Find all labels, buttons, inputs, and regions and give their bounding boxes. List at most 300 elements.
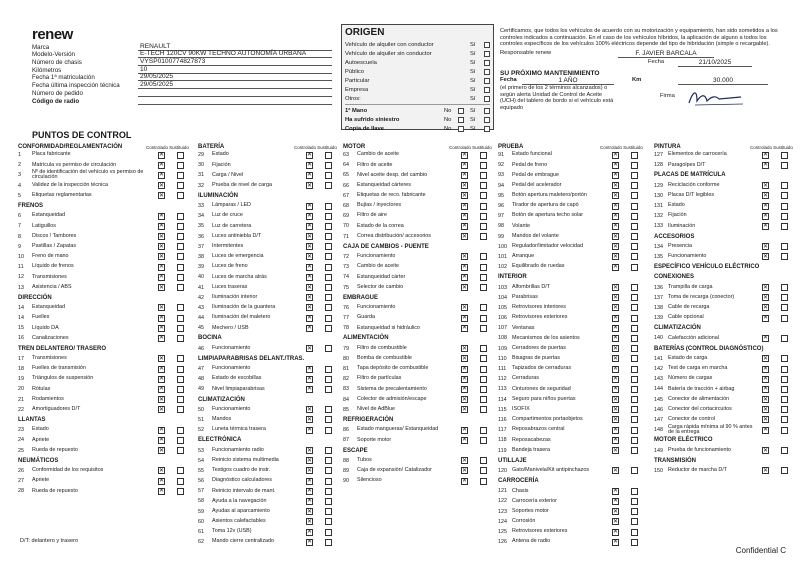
replaced-checkbox[interactable] — [480, 376, 487, 383]
origin-checkbox[interactable] — [484, 69, 490, 75]
controlled-checkbox[interactable] — [762, 152, 769, 159]
controlled-checkbox[interactable] — [306, 264, 313, 271]
controlled-checkbox[interactable] — [461, 478, 468, 485]
replaced-checkbox[interactable] — [480, 192, 487, 199]
controlled-checkbox[interactable] — [612, 508, 619, 515]
replaced-checkbox[interactable] — [781, 203, 788, 210]
replaced-checkbox[interactable] — [177, 488, 184, 495]
replaced-checkbox[interactable] — [325, 427, 332, 434]
replaced-checkbox[interactable] — [325, 416, 332, 423]
replaced-checkbox[interactable] — [325, 253, 332, 260]
replaced-checkbox[interactable] — [325, 478, 332, 485]
controlled-checkbox[interactable] — [306, 253, 313, 260]
controlled-checkbox[interactable] — [306, 345, 313, 352]
replaced-checkbox[interactable] — [631, 366, 638, 373]
controlled-checkbox[interactable] — [158, 192, 165, 199]
replaced-checkbox[interactable] — [177, 192, 184, 199]
origin-checkbox-yes[interactable] — [484, 108, 490, 114]
controlled-checkbox[interactable] — [612, 243, 619, 250]
replaced-checkbox[interactable] — [631, 467, 638, 474]
controlled-checkbox[interactable] — [306, 416, 313, 423]
controlled-checkbox[interactable] — [306, 325, 313, 332]
controlled-checkbox[interactable] — [306, 243, 313, 250]
controlled-checkbox[interactable] — [612, 223, 619, 230]
replaced-checkbox[interactable] — [631, 325, 638, 332]
controlled-checkbox[interactable] — [612, 539, 619, 546]
replaced-checkbox[interactable] — [480, 467, 487, 474]
controlled-checkbox[interactable] — [306, 376, 313, 383]
controlled-checkbox[interactable] — [158, 274, 165, 281]
replaced-checkbox[interactable] — [631, 243, 638, 250]
replaced-checkbox[interactable] — [480, 315, 487, 322]
replaced-checkbox[interactable] — [480, 478, 487, 485]
controlled-checkbox[interactable] — [306, 152, 313, 159]
replaced-checkbox[interactable] — [177, 264, 184, 271]
controlled-checkbox[interactable] — [461, 182, 468, 189]
replaced-checkbox[interactable] — [325, 264, 332, 271]
controlled-checkbox[interactable] — [461, 437, 468, 444]
controlled-checkbox[interactable] — [612, 203, 619, 210]
controlled-checkbox[interactable] — [306, 366, 313, 373]
controlled-checkbox[interactable] — [461, 172, 468, 179]
controlled-checkbox[interactable] — [158, 152, 165, 159]
replaced-checkbox[interactable] — [325, 162, 332, 169]
replaced-checkbox[interactable] — [325, 243, 332, 250]
controlled-checkbox[interactable] — [461, 223, 468, 230]
replaced-checkbox[interactable] — [781, 447, 788, 454]
controlled-checkbox[interactable] — [461, 274, 468, 281]
controlled-checkbox[interactable] — [306, 172, 313, 179]
replaced-checkbox[interactable] — [480, 233, 487, 240]
replaced-checkbox[interactable] — [325, 304, 332, 311]
controlled-checkbox[interactable] — [612, 386, 619, 393]
controlled-checkbox[interactable] — [306, 203, 313, 210]
replaced-checkbox[interactable] — [781, 416, 788, 423]
controlled-checkbox[interactable] — [612, 335, 619, 342]
replaced-checkbox[interactable] — [631, 376, 638, 383]
replaced-checkbox[interactable] — [325, 529, 332, 536]
replaced-checkbox[interactable] — [325, 274, 332, 281]
controlled-checkbox[interactable] — [461, 213, 468, 220]
replaced-checkbox[interactable] — [177, 152, 184, 159]
controlled-checkbox[interactable] — [306, 508, 313, 515]
replaced-checkbox[interactable] — [631, 508, 638, 515]
origin-checkbox[interactable] — [484, 51, 490, 57]
origin-checkbox[interactable] — [484, 96, 490, 102]
controlled-checkbox[interactable] — [461, 192, 468, 199]
replaced-checkbox[interactable] — [631, 253, 638, 260]
replaced-checkbox[interactable] — [480, 182, 487, 189]
controlled-checkbox[interactable] — [461, 427, 468, 434]
replaced-checkbox[interactable] — [325, 325, 332, 332]
controlled-checkbox[interactable] — [158, 386, 165, 393]
replaced-checkbox[interactable] — [325, 182, 332, 189]
controlled-checkbox[interactable] — [762, 162, 769, 169]
controlled-checkbox[interactable] — [461, 355, 468, 362]
replaced-checkbox[interactable] — [631, 284, 638, 291]
replaced-checkbox[interactable] — [631, 396, 638, 403]
controlled-checkbox[interactable] — [306, 498, 313, 505]
controlled-checkbox[interactable] — [612, 345, 619, 352]
controlled-checkbox[interactable] — [306, 457, 313, 464]
controlled-checkbox[interactable] — [306, 539, 313, 546]
controlled-checkbox[interactable] — [762, 376, 769, 383]
replaced-checkbox[interactable] — [325, 213, 332, 220]
controlled-checkbox[interactable] — [461, 325, 468, 332]
controlled-checkbox[interactable] — [762, 253, 769, 260]
replaced-checkbox[interactable] — [177, 427, 184, 434]
replaced-checkbox[interactable] — [781, 284, 788, 291]
replaced-checkbox[interactable] — [631, 437, 638, 444]
replaced-checkbox[interactable] — [325, 376, 332, 383]
replaced-checkbox[interactable] — [781, 253, 788, 260]
replaced-checkbox[interactable] — [631, 488, 638, 495]
origin-checkbox-yes[interactable] — [484, 126, 490, 132]
replaced-checkbox[interactable] — [325, 152, 332, 159]
replaced-checkbox[interactable] — [177, 437, 184, 444]
replaced-checkbox[interactable] — [480, 162, 487, 169]
controlled-checkbox[interactable] — [612, 264, 619, 271]
controlled-checkbox[interactable] — [762, 213, 769, 220]
controlled-checkbox[interactable] — [158, 366, 165, 373]
replaced-checkbox[interactable] — [631, 233, 638, 240]
controlled-checkbox[interactable] — [762, 355, 769, 362]
replaced-checkbox[interactable] — [781, 427, 788, 434]
origin-checkbox[interactable] — [484, 42, 490, 48]
replaced-checkbox[interactable] — [781, 304, 788, 311]
replaced-checkbox[interactable] — [177, 213, 184, 220]
replaced-checkbox[interactable] — [325, 345, 332, 352]
controlled-checkbox[interactable] — [306, 182, 313, 189]
replaced-checkbox[interactable] — [480, 203, 487, 210]
controlled-checkbox[interactable] — [762, 335, 769, 342]
controlled-checkbox[interactable] — [612, 366, 619, 373]
controlled-checkbox[interactable] — [158, 478, 165, 485]
replaced-checkbox[interactable] — [631, 406, 638, 413]
replaced-checkbox[interactable] — [631, 345, 638, 352]
replaced-checkbox[interactable] — [631, 539, 638, 546]
controlled-checkbox[interactable] — [306, 406, 313, 413]
replaced-checkbox[interactable] — [177, 182, 184, 189]
controlled-checkbox[interactable] — [158, 406, 165, 413]
replaced-checkbox[interactable] — [631, 223, 638, 230]
controlled-checkbox[interactable] — [306, 478, 313, 485]
controlled-checkbox[interactable] — [612, 253, 619, 260]
controlled-checkbox[interactable] — [158, 264, 165, 271]
controlled-checkbox[interactable] — [158, 355, 165, 362]
controlled-checkbox[interactable] — [306, 447, 313, 454]
replaced-checkbox[interactable] — [631, 315, 638, 322]
controlled-checkbox[interactable] — [612, 447, 619, 454]
replaced-checkbox[interactable] — [177, 366, 184, 373]
controlled-checkbox[interactable] — [612, 172, 619, 179]
replaced-checkbox[interactable] — [631, 304, 638, 311]
controlled-checkbox[interactable] — [612, 315, 619, 322]
replaced-checkbox[interactable] — [480, 213, 487, 220]
replaced-checkbox[interactable] — [177, 274, 184, 281]
controlled-checkbox[interactable] — [306, 529, 313, 536]
replaced-checkbox[interactable] — [177, 304, 184, 311]
replaced-checkbox[interactable] — [781, 213, 788, 220]
controlled-checkbox[interactable] — [461, 264, 468, 271]
controlled-checkbox[interactable] — [612, 152, 619, 159]
controlled-checkbox[interactable] — [612, 498, 619, 505]
controlled-checkbox[interactable] — [461, 162, 468, 169]
replaced-checkbox[interactable] — [631, 416, 638, 423]
replaced-checkbox[interactable] — [781, 406, 788, 413]
replaced-checkbox[interactable] — [480, 396, 487, 403]
controlled-checkbox[interactable] — [158, 447, 165, 454]
controlled-checkbox[interactable] — [306, 162, 313, 169]
replaced-checkbox[interactable] — [480, 284, 487, 291]
replaced-checkbox[interactable] — [480, 427, 487, 434]
replaced-checkbox[interactable] — [781, 355, 788, 362]
controlled-checkbox[interactable] — [612, 416, 619, 423]
controlled-checkbox[interactable] — [158, 304, 165, 311]
controlled-checkbox[interactable] — [461, 457, 468, 464]
replaced-checkbox[interactable] — [781, 162, 788, 169]
replaced-checkbox[interactable] — [177, 386, 184, 393]
controlled-checkbox[interactable] — [612, 162, 619, 169]
controlled-checkbox[interactable] — [306, 284, 313, 291]
controlled-checkbox[interactable] — [306, 315, 313, 322]
replaced-checkbox[interactable] — [631, 447, 638, 454]
replaced-checkbox[interactable] — [631, 172, 638, 179]
replaced-checkbox[interactable] — [631, 498, 638, 505]
replaced-checkbox[interactable] — [781, 192, 788, 199]
replaced-checkbox[interactable] — [781, 182, 788, 189]
controlled-checkbox[interactable] — [612, 518, 619, 525]
controlled-checkbox[interactable] — [762, 284, 769, 291]
controlled-checkbox[interactable] — [461, 152, 468, 159]
replaced-checkbox[interactable] — [177, 284, 184, 291]
origin-checkbox-no[interactable] — [458, 108, 464, 114]
controlled-checkbox[interactable] — [612, 284, 619, 291]
controlled-checkbox[interactable] — [306, 488, 313, 495]
controlled-checkbox[interactable] — [158, 284, 165, 291]
controlled-checkbox[interactable] — [762, 294, 769, 301]
controlled-checkbox[interactable] — [762, 447, 769, 454]
controlled-checkbox[interactable] — [158, 172, 165, 179]
origin-checkbox[interactable] — [484, 60, 490, 66]
controlled-checkbox[interactable] — [461, 386, 468, 393]
replaced-checkbox[interactable] — [480, 457, 487, 464]
replaced-checkbox[interactable] — [631, 192, 638, 199]
controlled-checkbox[interactable] — [461, 376, 468, 383]
controlled-checkbox[interactable] — [762, 406, 769, 413]
replaced-checkbox[interactable] — [325, 518, 332, 525]
controlled-checkbox[interactable] — [461, 253, 468, 260]
controlled-checkbox[interactable] — [612, 182, 619, 189]
controlled-checkbox[interactable] — [762, 182, 769, 189]
controlled-checkbox[interactable] — [158, 325, 165, 332]
controlled-checkbox[interactable] — [461, 396, 468, 403]
replaced-checkbox[interactable] — [480, 325, 487, 332]
replaced-checkbox[interactable] — [177, 223, 184, 230]
origin-checkbox-yes[interactable] — [484, 117, 490, 123]
controlled-checkbox[interactable] — [612, 427, 619, 434]
controlled-checkbox[interactable] — [762, 396, 769, 403]
replaced-checkbox[interactable] — [631, 182, 638, 189]
replaced-checkbox[interactable] — [781, 386, 788, 393]
origin-checkbox-no[interactable] — [458, 117, 464, 123]
controlled-checkbox[interactable] — [612, 488, 619, 495]
controlled-checkbox[interactable] — [158, 315, 165, 322]
controlled-checkbox[interactable] — [612, 406, 619, 413]
replaced-checkbox[interactable] — [480, 304, 487, 311]
replaced-checkbox[interactable] — [177, 396, 184, 403]
replaced-checkbox[interactable] — [325, 366, 332, 373]
controlled-checkbox[interactable] — [461, 467, 468, 474]
replaced-checkbox[interactable] — [781, 223, 788, 230]
replaced-checkbox[interactable] — [631, 264, 638, 271]
replaced-checkbox[interactable] — [177, 355, 184, 362]
replaced-checkbox[interactable] — [325, 508, 332, 515]
replaced-checkbox[interactable] — [325, 406, 332, 413]
controlled-checkbox[interactable] — [461, 304, 468, 311]
replaced-checkbox[interactable] — [631, 355, 638, 362]
controlled-checkbox[interactable] — [612, 376, 619, 383]
controlled-checkbox[interactable] — [461, 345, 468, 352]
replaced-checkbox[interactable] — [631, 152, 638, 159]
controlled-checkbox[interactable] — [306, 274, 313, 281]
replaced-checkbox[interactable] — [325, 488, 332, 495]
controlled-checkbox[interactable] — [158, 162, 165, 169]
controlled-checkbox[interactable] — [158, 182, 165, 189]
replaced-checkbox[interactable] — [480, 152, 487, 159]
controlled-checkbox[interactable] — [612, 325, 619, 332]
controlled-checkbox[interactable] — [762, 386, 769, 393]
replaced-checkbox[interactable] — [781, 396, 788, 403]
controlled-checkbox[interactable] — [612, 437, 619, 444]
controlled-checkbox[interactable] — [762, 223, 769, 230]
replaced-checkbox[interactable] — [325, 498, 332, 505]
controlled-checkbox[interactable] — [158, 335, 165, 342]
replaced-checkbox[interactable] — [631, 518, 638, 525]
origin-checkbox[interactable] — [484, 78, 490, 84]
controlled-checkbox[interactable] — [306, 233, 313, 240]
controlled-checkbox[interactable] — [612, 396, 619, 403]
replaced-checkbox[interactable] — [177, 335, 184, 342]
replaced-checkbox[interactable] — [325, 203, 332, 210]
controlled-checkbox[interactable] — [461, 233, 468, 240]
replaced-checkbox[interactable] — [781, 243, 788, 250]
controlled-checkbox[interactable] — [461, 284, 468, 291]
origin-checkbox[interactable] — [484, 87, 490, 93]
controlled-checkbox[interactable] — [306, 294, 313, 301]
replaced-checkbox[interactable] — [177, 447, 184, 454]
replaced-checkbox[interactable] — [480, 366, 487, 373]
replaced-checkbox[interactable] — [325, 223, 332, 230]
replaced-checkbox[interactable] — [177, 467, 184, 474]
replaced-checkbox[interactable] — [325, 172, 332, 179]
replaced-checkbox[interactable] — [480, 355, 487, 362]
controlled-checkbox[interactable] — [306, 518, 313, 525]
origin-checkbox-no[interactable] — [458, 126, 464, 132]
replaced-checkbox[interactable] — [177, 376, 184, 383]
replaced-checkbox[interactable] — [480, 223, 487, 230]
replaced-checkbox[interactable] — [480, 274, 487, 281]
replaced-checkbox[interactable] — [781, 376, 788, 383]
replaced-checkbox[interactable] — [177, 243, 184, 250]
controlled-checkbox[interactable] — [306, 213, 313, 220]
replaced-checkbox[interactable] — [177, 162, 184, 169]
replaced-checkbox[interactable] — [325, 315, 332, 322]
replaced-checkbox[interactable] — [781, 294, 788, 301]
controlled-checkbox[interactable] — [612, 213, 619, 220]
replaced-checkbox[interactable] — [325, 467, 332, 474]
replaced-checkbox[interactable] — [781, 335, 788, 342]
replaced-checkbox[interactable] — [781, 315, 788, 322]
replaced-checkbox[interactable] — [631, 335, 638, 342]
replaced-checkbox[interactable] — [325, 294, 332, 301]
controlled-checkbox[interactable] — [158, 437, 165, 444]
replaced-checkbox[interactable] — [480, 345, 487, 352]
replaced-checkbox[interactable] — [631, 529, 638, 536]
controlled-checkbox[interactable] — [461, 315, 468, 322]
controlled-checkbox[interactable] — [306, 304, 313, 311]
controlled-checkbox[interactable] — [762, 366, 769, 373]
controlled-checkbox[interactable] — [158, 467, 165, 474]
controlled-checkbox[interactable] — [158, 396, 165, 403]
replaced-checkbox[interactable] — [177, 315, 184, 322]
controlled-checkbox[interactable] — [612, 304, 619, 311]
controlled-checkbox[interactable] — [306, 467, 313, 474]
replaced-checkbox[interactable] — [480, 253, 487, 260]
controlled-checkbox[interactable] — [158, 233, 165, 240]
controlled-checkbox[interactable] — [158, 223, 165, 230]
replaced-checkbox[interactable] — [480, 386, 487, 393]
replaced-checkbox[interactable] — [631, 294, 638, 301]
replaced-checkbox[interactable] — [631, 427, 638, 434]
replaced-checkbox[interactable] — [480, 406, 487, 413]
replaced-checkbox[interactable] — [631, 203, 638, 210]
controlled-checkbox[interactable] — [158, 488, 165, 495]
controlled-checkbox[interactable] — [762, 467, 769, 474]
replaced-checkbox[interactable] — [177, 406, 184, 413]
controlled-checkbox[interactable] — [612, 467, 619, 474]
controlled-checkbox[interactable] — [306, 386, 313, 393]
replaced-checkbox[interactable] — [480, 437, 487, 444]
controlled-checkbox[interactable] — [762, 427, 769, 434]
replaced-checkbox[interactable] — [480, 264, 487, 271]
controlled-checkbox[interactable] — [612, 355, 619, 362]
replaced-checkbox[interactable] — [177, 253, 184, 260]
controlled-checkbox[interactable] — [306, 427, 313, 434]
controlled-checkbox[interactable] — [158, 427, 165, 434]
controlled-checkbox[interactable] — [461, 366, 468, 373]
controlled-checkbox[interactable] — [612, 294, 619, 301]
controlled-checkbox[interactable] — [158, 213, 165, 220]
replaced-checkbox[interactable] — [631, 213, 638, 220]
controlled-checkbox[interactable] — [762, 416, 769, 423]
replaced-checkbox[interactable] — [325, 233, 332, 240]
controlled-checkbox[interactable] — [461, 406, 468, 413]
controlled-checkbox[interactable] — [158, 243, 165, 250]
controlled-checkbox[interactable] — [612, 192, 619, 199]
replaced-checkbox[interactable] — [325, 386, 332, 393]
controlled-checkbox[interactable] — [158, 376, 165, 383]
controlled-checkbox[interactable] — [762, 192, 769, 199]
replaced-checkbox[interactable] — [781, 366, 788, 373]
replaced-checkbox[interactable] — [325, 284, 332, 291]
replaced-checkbox[interactable] — [781, 152, 788, 159]
replaced-checkbox[interactable] — [480, 172, 487, 179]
replaced-checkbox[interactable] — [325, 539, 332, 546]
replaced-checkbox[interactable] — [177, 233, 184, 240]
replaced-checkbox[interactable] — [177, 478, 184, 485]
controlled-checkbox[interactable] — [158, 253, 165, 260]
